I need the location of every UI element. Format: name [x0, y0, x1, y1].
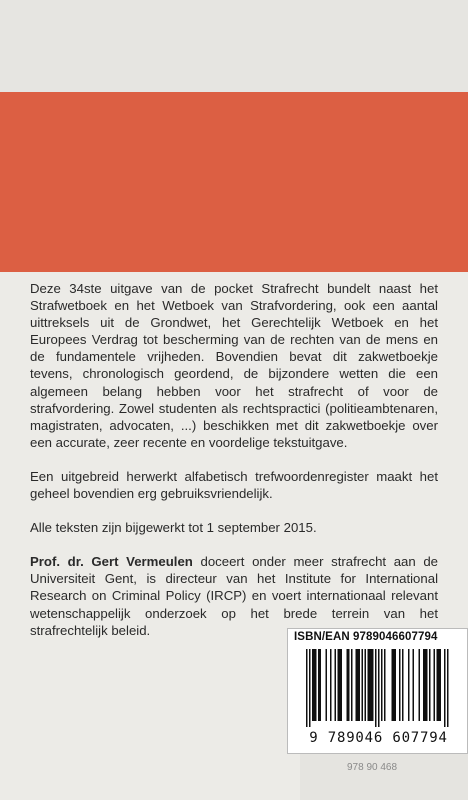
- description-paragraph: Deze 34ste uitgave van de pocket Strafrecht bundelt naast het Strafwetboek en het Wetboek van Strafvordering, ook een aantal uittreksels uit de Grondwet, het Gerechtelijk Wetboek en het Europees Verdrag tot bescherming van de rechten van de mens en de fundamentele vrijheden. Bovendien bevat dit zakwetboekje tevens, chronologisch geordend, de bijzondere wetten die een algemeen belang hebben voor het strafrecht of voor de strafvordering. Zowel studenten als rechtspractici (politieambtenaren, magistraten, advocaten, ...) beschikken met dit zakwetboekje over een accurate, zeer recente en voordelige tekstuitgave.: [30, 281, 438, 450]
- barcode-bar: [306, 649, 308, 727]
- barcode-bar: [326, 649, 328, 721]
- barcode-bar: [338, 649, 340, 721]
- back-cover-text: [30, 280, 438, 656]
- author-name: Prof. dr. Gert Vermeulen: [30, 554, 193, 570]
- barcode-bar: [371, 649, 373, 721]
- underlying-barcode-area: [300, 754, 468, 800]
- barcode-bar: [402, 649, 404, 721]
- barcode-bar: [438, 649, 440, 721]
- barcode-bar: [447, 649, 449, 727]
- barcode-bar: [444, 649, 446, 727]
- barcode-digits: 9 789046 607794: [309, 730, 448, 746]
- barcode-bar: [335, 649, 337, 721]
- underlying-barcode-digits: 978 90 468: [347, 762, 398, 773]
- barcode-bar: [423, 649, 425, 721]
- barcode-bar: [362, 649, 364, 721]
- barcode-bar: [426, 649, 428, 721]
- barcode-bar: [434, 649, 436, 721]
- barcode-bar: [365, 649, 367, 721]
- cover-top-band: [0, 0, 468, 92]
- barcode-sticker: [287, 628, 468, 754]
- barcode-bar: [372, 649, 374, 721]
- barcode-bar: [318, 649, 320, 721]
- barcode-bar: [393, 649, 395, 721]
- barcode-bar: [347, 649, 349, 721]
- barcode-bar: [330, 649, 332, 721]
- barcode-bar: [419, 649, 421, 721]
- barcode-bar: [440, 649, 442, 721]
- barcode-bar: [357, 649, 359, 721]
- barcode-bar: [312, 649, 314, 721]
- update-date-paragraph: Alle teksten zijn bijgewerkt tot 1 september 2015.: [30, 520, 317, 536]
- barcode-bar: [314, 649, 316, 721]
- barcode-bar: [375, 649, 377, 727]
- barcode-bar: [356, 649, 358, 721]
- barcode-bar: [437, 649, 439, 721]
- barcode-bar: [378, 649, 380, 727]
- isbn-label: ISBN/EAN 9789046607794: [294, 631, 438, 643]
- barcode-bar: [413, 649, 415, 721]
- barcode-bar: [359, 649, 361, 721]
- barcode-bar: [368, 649, 370, 721]
- barcode-bar: [309, 649, 311, 727]
- barcode-bar: [315, 649, 317, 721]
- author-paragraph: [30, 553, 438, 638]
- barcode-bar: [384, 649, 386, 721]
- barcode-bar: [408, 649, 410, 721]
- barcode-bar: [381, 649, 383, 721]
- barcode-bar: [429, 649, 431, 721]
- barcode-bar: [348, 649, 350, 721]
- barcode-bar: [392, 649, 394, 721]
- barcode-bar: [341, 649, 343, 721]
- barcode-bar: [339, 649, 341, 721]
- barcode-bar: [320, 649, 322, 721]
- barcode-bar: [425, 649, 427, 721]
- barcode-bars: [294, 649, 463, 729]
- barcode-bar: [351, 649, 353, 721]
- barcode-bar: [399, 649, 401, 721]
- author-bio: doceert onder meer strafrecht aan de Universiteit Gent, is directeur van het Institute for International Research on Criminal Policy (IRCP) en voert internationaal relevant wetenschappelijk onderzoek op het brede terrein van het strafrechtelijk beleid.: [30, 554, 438, 638]
- barcode-bar: [395, 649, 397, 721]
- barcode-bar: [369, 649, 371, 721]
- index-paragraph: Een uitgebreid herwerkt alfabetisch trefwoordenregister maakt het geheel bovendien erg gebruiksvriendelijk.: [30, 468, 438, 502]
- cover-color-band: [0, 92, 468, 272]
